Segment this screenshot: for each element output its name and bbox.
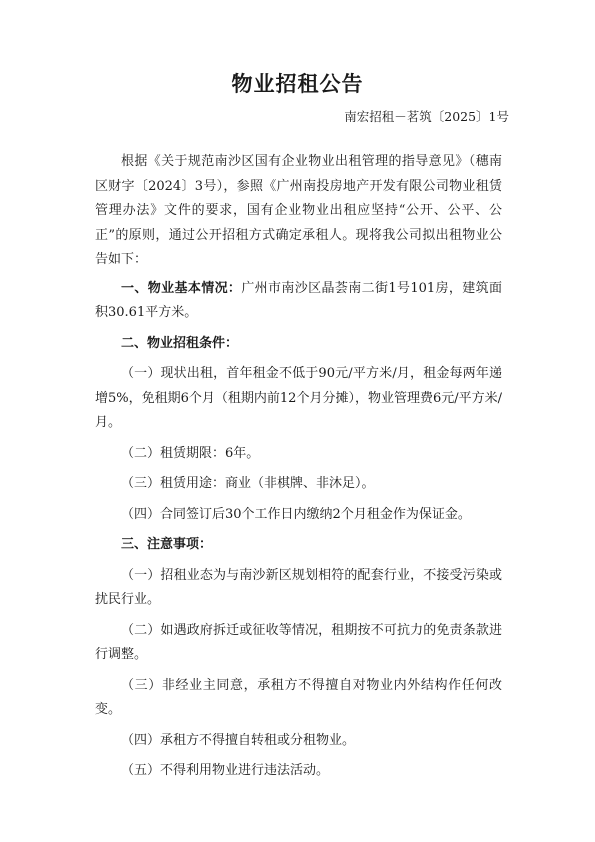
document-number: 南宏招租－茗筑〔2025〕1号 xyxy=(344,109,509,124)
section3-item: （三）非经业主同意，承租方不得擅自对物业内外结构作任何改变。 xyxy=(95,677,502,717)
section3-heading: 三、注意事项： xyxy=(121,537,213,552)
section2-item: （三）租赁用途：商业（非棋牌、非沐足）。 xyxy=(121,476,375,491)
intro-paragraph: 根据《关于规范南沙区国有企业物业出租管理的指导意见》（穗南区财字〔2024〕3号），参照《广州南投房地产开发有限公司物业租赁管理办法》文件的要求，国有企业物业出租应坚持“公开、公平、公正”的原则，通过公开招租方式确定承租人。现将我公司拟出租物业公告如下： xyxy=(95,154,502,267)
section3-item: （五）不得利用物业进行违法活动。 xyxy=(121,763,330,778)
section2-item: （一）现状出租，首年租金不低于90元/平方米/月，租金每两年递增5%，免租期6个月（租期内前12个月分摊），物业管理费6元/平方米/月。 xyxy=(95,366,502,430)
section2-heading-paragraph xyxy=(95,332,502,357)
document-body xyxy=(95,150,502,784)
section3-item: （二）如遇政府拆迁或征收等情况，租期按不可抗力的免责条款进行调整。 xyxy=(95,622,502,662)
section2-item: （二）租赁期限：6年。 xyxy=(121,445,260,461)
page-title: 物业招租公告 xyxy=(231,72,364,96)
section2-item: （四）合同签订后30个工作日内缴纳2个月租金作为保证金。 xyxy=(121,506,471,522)
section3-item: （四）承租方不得擅自转租或分租物业。 xyxy=(121,732,356,748)
section1-text: 广州市南沙区晶荟南二街1号101房，建筑面积30.61平方米。 xyxy=(95,280,502,320)
section3-item: （一）招租业态为与南沙新区规划相符的配套行业，不接受污染或扰民行业。 xyxy=(95,567,502,607)
section1-heading: 一、物业基本情况： xyxy=(121,280,242,296)
section1-paragraph xyxy=(95,277,502,326)
section2-heading: 二、物业招租条件： xyxy=(121,335,239,351)
section3-heading-paragraph xyxy=(95,533,502,558)
